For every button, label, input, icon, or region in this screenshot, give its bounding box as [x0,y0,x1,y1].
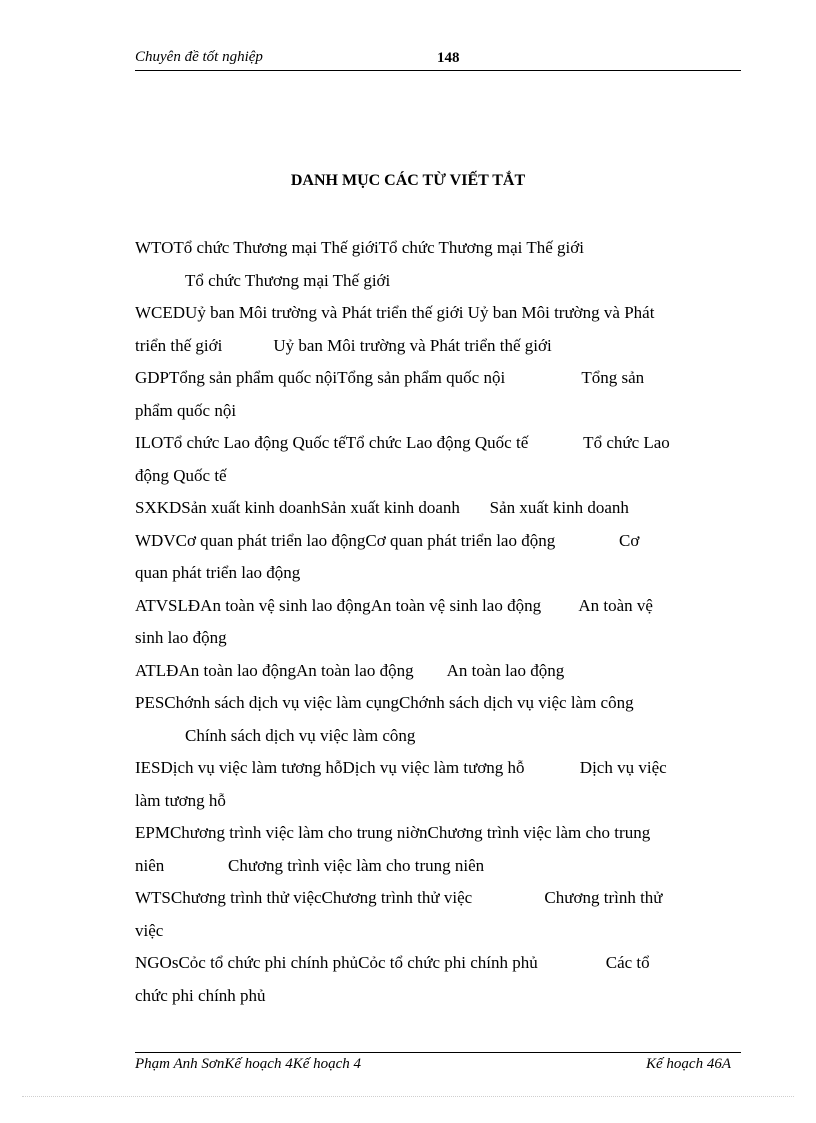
abbreviation-line: ATLĐAn toàn lao độngAn toàn lao động An toàn lao động [135,660,565,680]
abbreviation-line: SXKDSản xuất kinh doanhSản xuất kinh doanh Sản xuất kinh doanh [135,498,629,517]
abbreviation-line: GDPTổng sản phẩm quốc nộiTổng sản phẩm quốc nội Tổng sản [135,368,645,387]
abbreviation-line: triển thế giới Uỷ ban Môi trường và Phát triển thế giới [135,335,552,355]
page-edge-divider [22,1096,794,1097]
page-number: 148 [437,50,460,66]
document-heading: DANH MỤC CÁC TỪ VIẾT TẮT [290,172,526,189]
abbreviation-line: PESChớnh sách dịch vụ việc làm cụngChớnh sách dịch vụ việc làm công [135,693,634,712]
abbreviation-line: quan phát triển lao động [135,563,301,582]
abbreviation-line: ATVSLĐAn toàn vệ sinh lao độngAn toàn vệ sinh lao động An toàn vệ [135,595,653,615]
footer-right-text: Kế hoạch 46A [646,1056,731,1072]
abbreviation-line: WTOTổ chức Thương mại Thế giớiTổ chức Thương mại Thế giới [135,238,584,257]
abbreviation-line: sinh lao động [135,628,227,647]
abbreviation-line: ILOTổ chức Lao động Quốc tếTổ chức Lao động Quốc tế Tổ chức Lao [135,433,670,452]
abbreviation-line: phẩm quốc nội [135,400,237,420]
abbreviation-line: IESDịch vụ việc làm tương hỗDịch vụ việc làm tương hỗ Dịch vụ việc [135,758,667,777]
abbreviation-line: làm tương hỗ [135,790,226,810]
abbreviation-line: động Quốc tế [135,465,227,485]
abbreviation-line: WCEDUỷ ban Môi trường và Phát triển thế giới Uỷ ban Môi trường và Phát [135,303,655,322]
abbreviation-line: việc [135,920,164,940]
abbreviation-line: WDVCơ quan phát triển lao độngCơ quan phát triển lao động Cơ [135,530,640,550]
abbreviation-line: NGOsCỏc tổ chức phi chính phủCỏc tổ chức phi chính phủ Các tổ [135,953,650,972]
footer-left-text: Phạm Anh SơnKế hoạch 4Kế hoạch 4 [135,1056,362,1072]
abbreviation-line: Tổ chức Thương mại Thế giới [185,270,391,290]
abbreviation-line: niên Chương trình việc làm cho trung niên [135,855,485,875]
page-header [135,48,741,71]
abbreviation-line: EPMChương trình việc làm cho trung niờnChương trình việc làm cho trung [135,823,651,842]
abbreviation-line: WTSChương trình thử việcChương trình thử việc Chương trình thử [135,888,663,907]
abbreviation-list [135,232,735,1012]
page-footer [135,1052,741,1076]
abbreviation-line: chức phi chính phủ [135,985,266,1005]
abbreviation-line: Chính sách dịch vụ việc làm công [185,725,416,745]
header-title: Chuyên đề tốt nghiệp [135,49,263,65]
